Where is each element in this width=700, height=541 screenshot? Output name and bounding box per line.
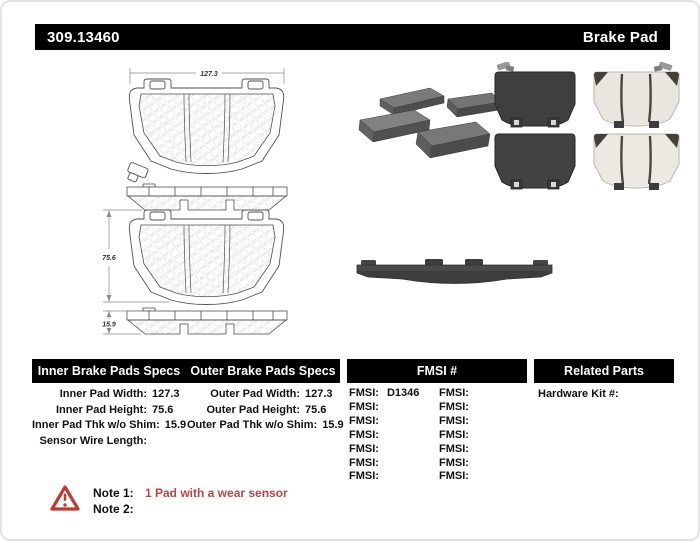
header-pads-specs [32,359,340,383]
spec-row: Outer Pad Thk w/o Shim: 15.9 [187,419,344,432]
fmsi-row: FMSI: [439,428,469,441]
dim-width-label: 127.3 [200,71,218,78]
fmsi-row: FMSI: [439,387,469,399]
spec-row: Outer Pad Width: 127.3 [210,388,333,400]
fmsi-row: FMSI: [439,414,469,427]
outer-specs-subcolumn [187,387,344,484]
inner-specs-subcolumn [32,387,187,484]
sensor-clip-top-left [496,62,514,72]
photo-pads-set [489,62,682,190]
fmsi-row: FMSI: [349,470,379,483]
product-type-title: Brake Pad [582,28,658,46]
spec-row: Sensor Wire Length: [39,434,147,447]
fmsi-right-subcolumn [437,387,527,484]
header-outer-specs: Outer Brake Pads Specs [190,364,336,378]
note-2: Note 2: [93,502,134,516]
fmsi-row: FMSI: [349,442,379,455]
wear-sensor-clip [125,162,149,185]
fmsi-row: FMSI: [349,414,379,427]
fmsi-row: FMSI: [439,470,469,483]
spec-row: Inner Pad Height: 75.6 [55,403,174,416]
fmsi-row: FMSI: [349,428,379,441]
related-row: Hardware Kit #: [538,388,619,400]
spec-row: Inner Pad Width: 127.3 [59,388,180,400]
fmsi-row: FMSI: [439,400,469,413]
dim-thickness-label: 15.9 [102,321,116,329]
part-number: 309.13460 [47,28,120,46]
fmsi-row: FMSI: [439,456,469,469]
title-bar [35,24,670,50]
fmsi-row: FMSI: [439,442,469,455]
related-parts-column [534,387,674,484]
spec-row: Inner Pad Thk w/o Shim: 15.9 [32,419,187,432]
photo-pads-perspective [352,72,502,180]
header-inner-specs: Inner Brake Pads Specs [37,364,181,378]
spec-table-header [32,359,674,383]
fmsi-row: FMSI: [349,400,379,413]
fmsi-left-subcolumn [347,387,437,484]
photo-pad-side-view [347,244,562,300]
note-lines [93,484,288,517]
spec-row: Outer Pad Height: 75.6 [206,403,327,416]
warning-icon [50,484,80,512]
fmsi-column [347,387,527,484]
technical-drawing [97,60,357,360]
pads-specs-column [32,387,344,484]
spec-table [32,359,674,484]
spec-table-body [32,383,674,484]
fmsi-row: FMSI: [349,456,379,469]
header-related-parts: Related Parts [534,359,674,383]
note-1: Note 1: 1 Pad with a wear sensor [93,486,288,500]
fmsi-row: FMSI: D1346 [349,387,420,399]
sensor-clip-top-right [654,62,673,72]
header-fmsi: FMSI # [347,359,527,383]
dim-height-label: 75.6 [102,255,116,262]
notes-section [50,484,288,517]
